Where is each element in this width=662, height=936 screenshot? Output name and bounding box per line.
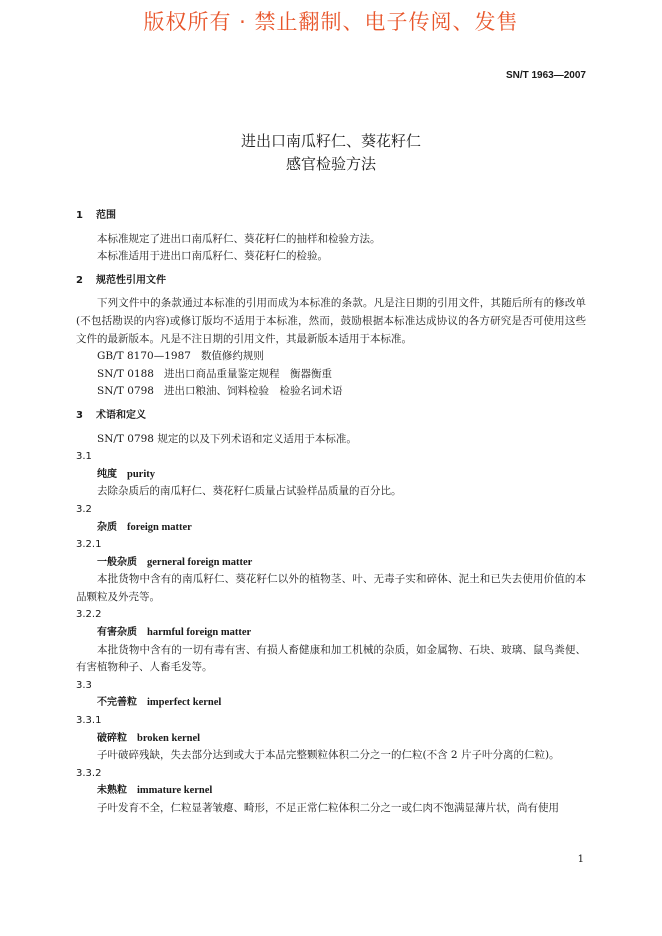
section-2-heading [76,272,586,290]
clause-number: 3.2 [76,503,92,515]
term-definition: 去除杂质后的南瓜籽仁、葵花籽仁质量占试验样品质量的百分比。 [97,485,402,498]
reference-item [76,366,586,384]
section-1-paragraph: 本标准适用于进出口南瓜籽仁、葵花籽仁的检验。 [97,250,328,263]
standard-number: SN/T 1963—2007 [505,70,586,81]
clause-number: 3.2.2 [76,609,102,621]
section-title: 术语和定义 [96,409,146,421]
term-chinese: 不完善粒 [97,697,137,709]
term-english: harmful foreign matter [147,627,252,639]
term-entry [76,624,586,642]
term-definition: 本批货物中含有的南瓜籽仁、葵花籽仁以外的植物茎、叶、无毒子实和碎体、泥土和已失去使用价值的本品颗粒及外壳等。 [76,573,586,603]
term-english: broken kernel [137,732,201,744]
page-number: 1 [577,854,584,865]
clause-number: 3.3 [76,679,92,691]
term-chinese: 有害杂质 [97,627,137,639]
reference-item [76,383,586,401]
term-english: imperfect kernel [147,697,222,709]
reference-code: SN/T 0188 [97,367,154,380]
clause-number: 3.3.2 [76,767,102,779]
term-definition: 子叶破碎残缺，失去部分达到或大于本品完整颗粒体积二分之一的仁粒(不含 2 片子叶分离的仁粒)。 [97,749,560,762]
reference-code: SN/T 0798 [97,385,154,398]
section-title: 范围 [96,210,116,221]
term-definition: 本批货物中含有的一切有毒有害、有损人畜健康和加工机械的杂质，如金属物、石块、玻璃、鼠鸟粪便、有害植物种子、人畜毛发等。 [76,643,586,674]
clause-number: 3.3.1 [76,715,102,727]
term-chinese: 破碎粒 [97,732,127,744]
reference-item [76,348,586,366]
term-entry [76,466,586,484]
section-1-heading [76,207,586,225]
section-number: 3 [76,409,83,421]
title-line-2: 感官检验方法 [285,155,376,173]
term-english: immature kernel [137,785,213,797]
term-english: gerneral foreign matter [147,556,253,568]
term-chinese: 杂质 [97,521,117,533]
document-body [76,207,586,818]
reference-title: 进出口粮油、饲料检验 检验名词术语 [163,385,343,398]
term-entry [76,519,586,537]
title-line-1: 进出口南瓜籽仁、葵花籽仁 [240,132,421,150]
watermark-banner: 版权所有 · 禁止翻制、电子传阅、发售 [143,10,519,34]
clause-number: 3.2.1 [76,539,102,551]
term-chinese: 未熟粒 [97,785,127,797]
section-3-heading [76,407,586,425]
reference-title: 数值修约规则 [200,350,264,363]
term-definition: 子叶发育不全，仁粒显著皱瘪、畸形，不足正常仁粒体积二分之一或仁肉不饱满显薄片状，尚有使用 [97,802,559,814]
term-chinese: 一般杂质 [97,556,137,568]
term-entry [76,694,586,712]
section-title: 规范性引用文件 [96,274,166,286]
reference-code: GB/T 8170—1987 [97,350,191,363]
section-3-intro: SN/T 0798 规定的以及下列术语和定义适用于本标准。 [97,432,357,445]
section-number: 1 [76,210,83,221]
term-english: foreign matter [127,521,192,533]
term-entry [76,730,586,748]
section-number: 2 [76,274,83,286]
section-1-paragraph: 本标准规定了进出口南瓜籽仁、葵花籽仁的抽样和检验方法。 [97,232,381,245]
term-entry [76,554,586,572]
term-entry [76,782,586,800]
term-english: purity [127,468,156,480]
section-2-intro: 下列文件中的条款通过本标准的引用而成为本标准的条款。凡是注日期的引用文件，其随后所有的修改单(不包括勘误的内容)或修订版均不适用于本标准，然而，鼓励根据本标准达成协议的各方研究是否可使用这些文件的最新版本。凡是不注日期的引用文件，其最新版本适用于本标准。 [76,297,586,345]
reference-title: 进出口商品重量鉴定规程 衡器衡重 [163,367,332,380]
term-chinese: 纯度 [97,468,117,480]
document-title [0,130,662,176]
clause-number: 3.1 [76,451,92,463]
